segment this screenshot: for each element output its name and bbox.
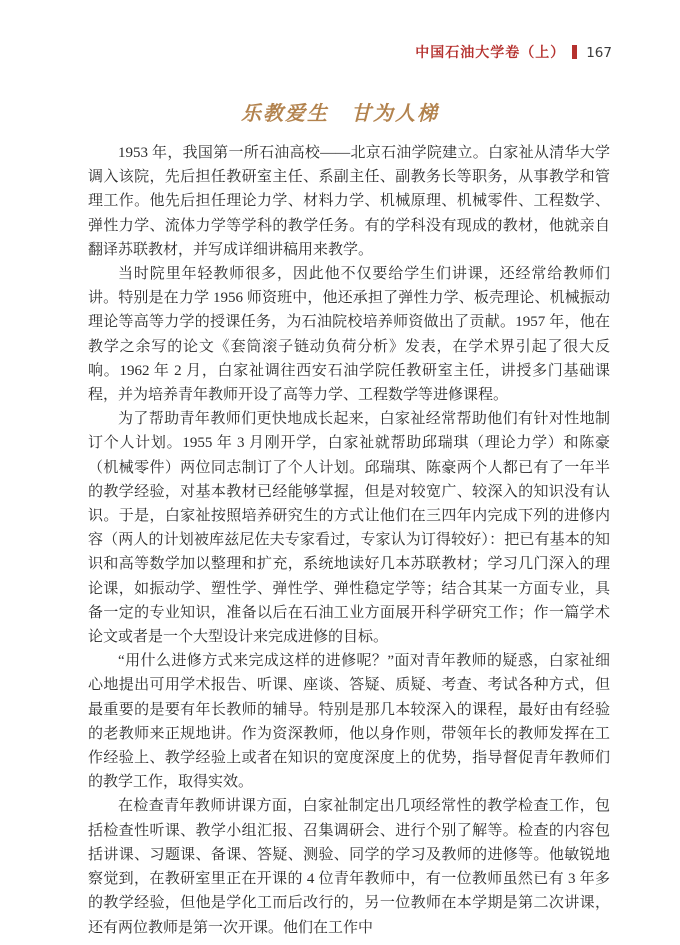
- paragraph-1: 1953 年，我国第一所石油高校——北京石油学院建立。白家祉从清华大学调入该院，先后担任教研室主任、系副主任、副教务长等职务，从事教学和管理工作。他先后担任理论力学、材料力学、机械原理、机械零件、工程数学、弹性力学、流体力学等学科的教学任务。有的学科没有现成的教材，他就亲自翻译苏联教材，并写成详细讲稿用来教学。: [88, 145, 610, 258]
- paragraph-4: “用什么进修方式来完成这样的进修呢？”面对青年教师的疑惑，白家祉细心地提出可用学术报告、听课、座谈、答疑、质疑、考查、考试各种方式，但最重要的是要有年长教师的辅导。特别是那几本较深入的课程，最好由有经验的老教师来正规地讲。作为资深教师，他以身作则，带领年长的教师发挥在工作经验上、教学经验上或者在知识的宽度深度上的优势，指导督促青年教师们的教学工作，取得实效。: [88, 653, 610, 791]
- article-title: 乐教爱生 甘为人梯: [241, 103, 439, 125]
- page-number: 167: [586, 45, 612, 61]
- header-divider-bar: [572, 45, 577, 59]
- paragraph-5: 在检查青年教师讲课方面，白家祉制定出几项经常性的教学检查工作，包括检查性听课、教学小组汇报、召集调研会、进行个别了解等。检查的内容包括讲课、习题课、备课、答疑、测验、同学的学习及教师的进修等。他敏锐地察觉到，在教研室里正在开课的 4 位青年教师中，有一位教师虽然已有 3 年多的教学经验，但他是学化工而后改行的，另一位教师在本学期是第二次讲课，还有两位教师是第一次开课。他们在工作中: [88, 798, 610, 936]
- article-body: [88, 141, 610, 940]
- paragraph-2: 当时院里年轻教师很多，因此他不仅要给学生们讲课，还经常给教师们讲。特别是在力学 1956 师资班中，他还承担了弹性力学、板壳理论、机械振动理论等高等力学的授课任务，为石油院校培养师资做出了贡献。1957 年，他在教学之余写的论文《套筒滚子链动负荷分析》发表，在学术界引起了很大反响。1962 年 2 月，白家祉调往西安石油学院任教研室主任，讲授多门基础课程，并为培养青年教师开设了高等力学、工程数学等进修课程。: [88, 266, 610, 404]
- paragraph-3: 为了帮助青年教师们更快地成长起来，白家祉经常帮助他们有针对性地制订个人计划。1955 年 3 月刚开学，白家祉就帮助邱瑞琪（理论力学）和陈豪（机械零件）两位同志制订了个人计划。邱瑞琪、陈豪两个人都已有了一年半的教学经验，对基本教材已经能够掌握，但是对较宽广、较深入的知识没有认识。于是，白家祉按照培养研究生的方式让他们在三四年内完成下列的进修内容（两人的计划被库兹尼佐夫专家看过，专家认为订得较好）：把已有基本的知识和高等数学加以整理和扩充，系统地读好几本苏联教材；学习几门深入的理论课，如振动学、塑性学、弹性学、弹性稳定学等；结合其某一方面专业，具备一定的专业知识，准备以后在石油工业方面展开科学研究工作；作一篇学术论文或者是一个大型设计来完成进修的目标。: [88, 411, 610, 646]
- journal-title: 中国石油大学卷（上）: [415, 46, 566, 61]
- page-header: [0, 44, 612, 63]
